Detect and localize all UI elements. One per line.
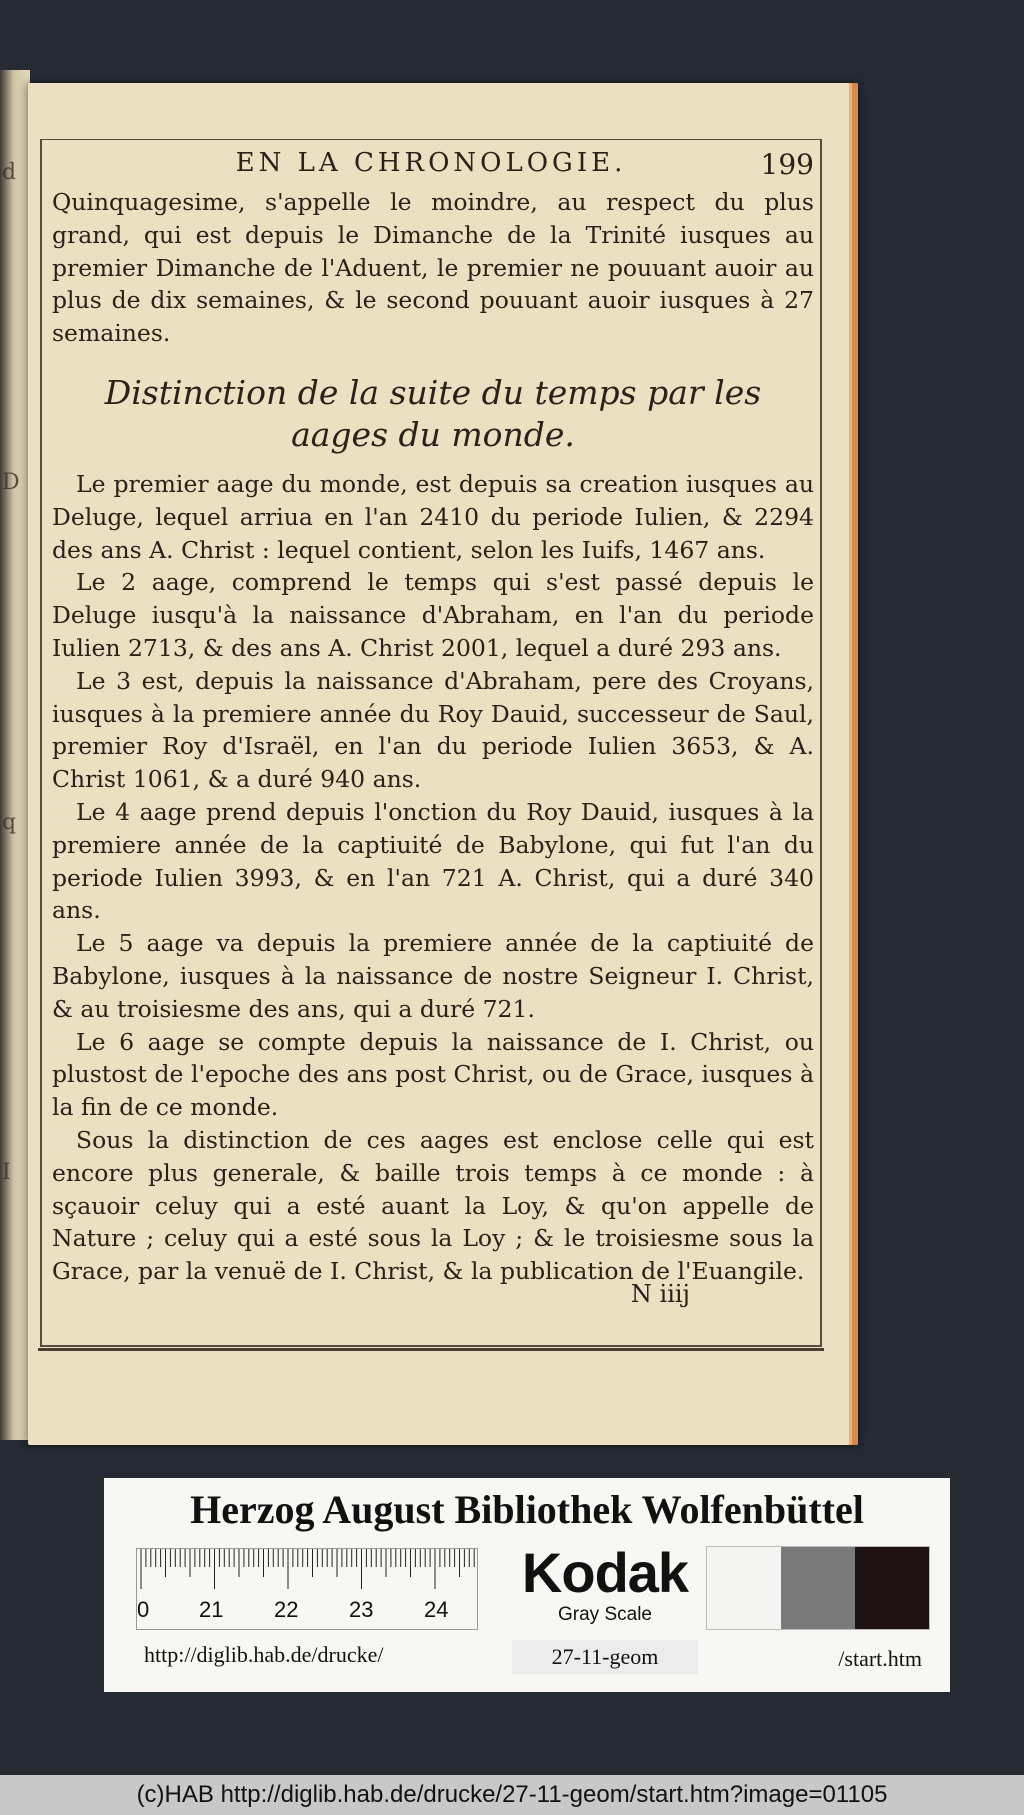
institution-name: Herzog August Bibliothek Wolfenbüttel	[190, 1487, 864, 1532]
ruler-number: 24	[424, 1597, 449, 1622]
paragraph-age-6: Le 6 aage se compte depuis la naissance de I. Christ, ou plustost de l'epoche des ans post Christ, ou de Grace, iusques à la fin de ce monde.	[52, 1027, 814, 1122]
running-head: EN LA CHRONOLOGIE.	[235, 148, 627, 178]
ruler-ticks-icon	[137, 1549, 477, 1597]
url-suffix: /start.htm	[838, 1646, 922, 1671]
ruler-number: 0	[137, 1597, 150, 1622]
facing-page-fragment: d	[2, 160, 17, 185]
page-number: 199	[760, 148, 814, 181]
measurement-ruler	[136, 1548, 478, 1630]
facing-page-edge	[0, 70, 30, 1440]
scale-label: Gray Scale	[558, 1604, 652, 1625]
paragraph-age-2: Le 2 aage, comprend le temps qui s'est passé depuis le Deluge iusqu'à la naissance d'Abraham, en l'an du periode Iulien 2713, & des ans A. Christ 2001, lequel a duré 293 ans.	[52, 568, 814, 662]
gray-scale-swatches	[706, 1546, 930, 1630]
page-text	[52, 186, 814, 1288]
paragraph-age-3: Le 3 est, depuis la naissance d'Abraham, pere des Croyans, iusques à la premiere année du Roy Dauid, successeur de Saul, premier Roy d'Israël, en l'an du periode Iulien 3653, & A. Christ 1061, & a duré 940 ans.	[52, 666, 814, 794]
facing-page-fragment: D	[2, 470, 20, 495]
paragraph-age-4: Le 4 aage prend depuis l'onction du Roy Dauid, iusques à la premiere année de la captiuité de Babylone, qui fut l'an du periode Iulien 3993, & en l'an 721 A. Christ, qui a duré 340 ans.	[52, 797, 814, 925]
swatch-gray	[781, 1547, 855, 1629]
section-heading: Distinction de la suite du temps par les aages du monde.	[104, 372, 762, 454]
brand-logo: Kodak	[521, 1541, 689, 1604]
ruler-number: 22	[274, 1597, 299, 1622]
url-identifier: 27-11-geom	[512, 1640, 698, 1674]
facing-page-fragment: q	[2, 810, 17, 835]
paragraph-age-1: Le premier aage du monde, est depuis sa creation iusques au Deluge, lequel arriua en l'an 2410 du periode Iulien, & 2294 des ans A. Christ : lequel contient, selon les Iuifs, 1467 ans.	[52, 469, 814, 564]
paragraph-age-5: Le 5 aage va depuis la premiere année de la captiuité de Babylone, iusques à la naissance de nostre Seigneur I. Christ, & au troisiesme des ans, qui a duré 721.	[52, 929, 814, 1023]
book-page	[28, 83, 858, 1445]
page-frame	[40, 139, 822, 1347]
url-base: http://diglib.hab.de/drucke/	[144, 1642, 384, 1667]
ruler-number: 23	[349, 1597, 374, 1622]
library-color-card	[104, 1478, 950, 1692]
facing-page-fragment: I	[2, 1160, 11, 1185]
opening-paragraph: Quinquagesime, s'appelle le moindre, au respect du plus grand, qui est depuis le Dimanche de la Trinité iusques au premier Dimanche de l'Aduent, le premier ne pouuant auoir au plus de dix semaines, & le second pouuant auoir iusques à 27 semaines.	[52, 188, 814, 348]
paragraph-three-times: Sous la distinction de ces aages est enclose celle qui est encore plus generale, & baille trois temps à ce monde : à sçauoir celuy qui a esté auant la Loy, & qu'on appelle de Nature ; celuy qui a esté sous la Loy ; & le troisiesme sous la Grace, par la venuë de I. Christ, & la publication de l'Euangile.	[52, 1125, 814, 1286]
swatch-white	[707, 1547, 781, 1629]
copyright-footer: (c)HAB http://diglib.hab.de/drucke/27-11-geom/start.htm?image=01105	[0, 1775, 1024, 1815]
ruler-number: 21	[199, 1597, 224, 1622]
swatch-black	[855, 1547, 929, 1629]
signature-mark: N iiij	[630, 1280, 690, 1308]
